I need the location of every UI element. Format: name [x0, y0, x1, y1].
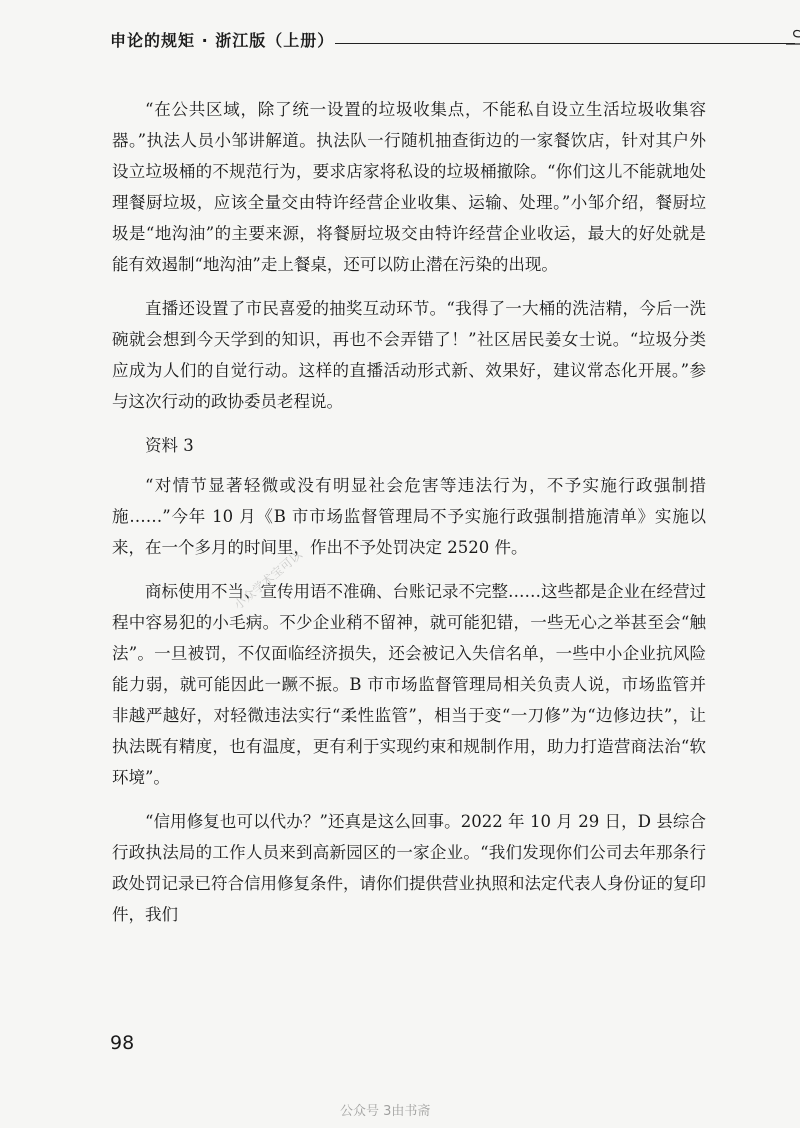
paragraph: “对情节显著轻微或没有明显社会危害等违法行为，不予实施行政强制措施……”今年 10 月《B 市市场监督管理局不予实施行政强制措施清单》实施以来，在一个多月的时间里，作出不予处罚决定 2520 件。 [112, 476, 706, 557]
paragraph: 直播还设置了市民喜爱的抽奖互动环节。“我得了一大桶的洗洁精，今后一洗碗就会想到今天学到的知识，再也不会弄错了！”社区居民姜女士说。“垃圾分类应成为人们的自觉行动。这样的直播活动形式新、效果好，建议常态化开展。”参与这次行动的政协委员老程说。 [112, 299, 706, 411]
running-header [110, 26, 710, 52]
footer-stamp: 公众号 3由书斋 [340, 1104, 431, 1119]
body-text [112, 94, 706, 943]
paragraph: 商标使用不当、宣传用语不准确、台账记录不完整……这些都是企业在经营过程中容易犯的小毛病。不少企业稍不留神，就可能犯错，一些无心之举甚至会“触法”。一旦被罚，不仅面临经济损失，还会被记入失信名单，一些中小企业抗风险能力弱，就可能因此一蹶不振。B 市市场监督管理局相关负责人说，市场监管并非越严越好，对轻微违法实行“柔性监管”，相当于变“一刀修”为“边修边扶”，让执法既有精度，也有温度，更有利于实现约束和规制作用，助力打造营商法治“软环境”。 [112, 582, 706, 787]
header-title: 申论的规矩 · 浙江版（上册） [110, 31, 335, 50]
watermark: 小众学术宝可以 [231, 547, 305, 613]
sprout-icon [782, 26, 800, 50]
section-heading: 资料 3 [145, 436, 194, 455]
page-number: 98 [110, 1032, 135, 1054]
paragraph: “信用修复也可以代办？”还真是这么回事。2022 年 10 月 29 日，D 县综合行政执法局的工作人员来到高新园区的一家企业。“我们发现你们公司去年那条行政处罚记录已符合信用修复条件，请你们提供营业执照和法定代表人身份证的复印件，我们 [112, 812, 706, 924]
header-rule [335, 43, 795, 44]
paragraph: “在公共区域，除了统一设置的垃圾收集点，不能私自设立生活垃圾收集容器。”执法人员小邹讲解道。执法队一行随机抽查街边的一家餐饮店，针对其户外设立垃圾桶的不规范行为，要求店家将私设的垃圾桶撤除。“你们这儿不能就地处理餐厨垃圾，应该全量交由特许经营企业收集、运输、处理。”小邹介绍，餐厨垃圾是“地沟油”的主要来源，将餐厨垃圾交由特许经营企业收运，最大的好处就是能有效遏制“地沟油”走上餐桌，还可以防止潜在污染的出现。 [112, 100, 706, 274]
